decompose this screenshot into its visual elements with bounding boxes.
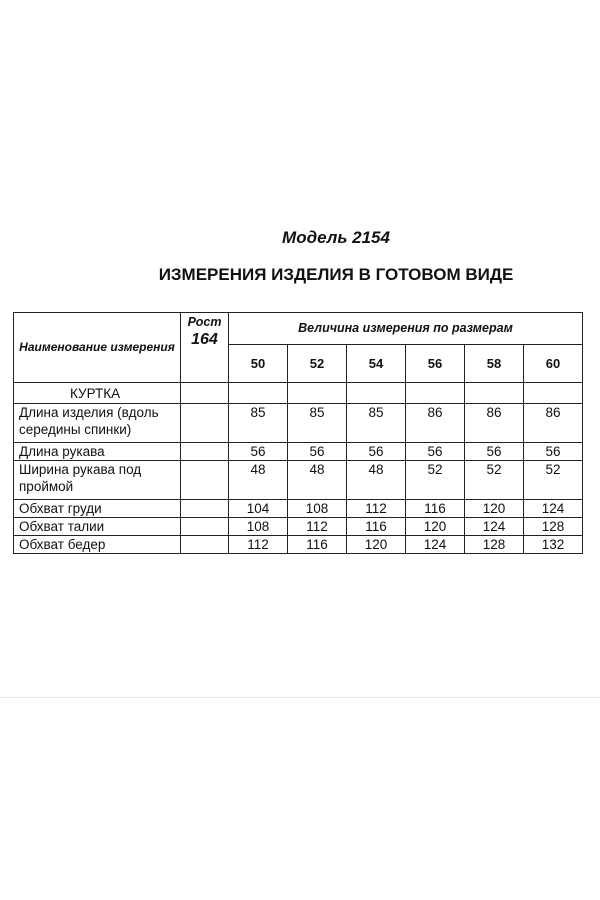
- table-row: [14, 536, 583, 554]
- measurements-table: [13, 312, 583, 554]
- value-cell: 112: [229, 536, 288, 554]
- size-cell: 56: [406, 345, 465, 383]
- size-cell: 60: [524, 345, 583, 383]
- value-cell: 108: [288, 500, 347, 518]
- measurement-label: Обхват талии: [14, 518, 181, 536]
- value-cell: 85: [347, 404, 406, 443]
- table-row: [14, 404, 583, 443]
- value-cell: 116: [406, 500, 465, 518]
- table-row: [14, 443, 583, 461]
- empty-cell: [181, 518, 229, 536]
- value-cell: 48: [288, 461, 347, 500]
- measurement-label: Обхват груди: [14, 500, 181, 518]
- value-cell: 56: [347, 443, 406, 461]
- value-cell: 128: [524, 518, 583, 536]
- value-cell: 48: [347, 461, 406, 500]
- header-row: [14, 313, 583, 345]
- value-cell: 124: [465, 518, 524, 536]
- empty-cell: [465, 383, 524, 404]
- value-cell: 124: [406, 536, 465, 554]
- empty-cell: [181, 500, 229, 518]
- page-divider: [0, 697, 600, 698]
- empty-cell: [524, 383, 583, 404]
- value-cell: 56: [229, 443, 288, 461]
- value-cell: 56: [524, 443, 583, 461]
- size-cell: 58: [465, 345, 524, 383]
- value-cell: 120: [465, 500, 524, 518]
- value-cell: 132: [524, 536, 583, 554]
- empty-cell: [181, 383, 229, 404]
- empty-cell: [229, 383, 288, 404]
- document-title: ИЗМЕРЕНИЯ ИЗДЕЛИЯ В ГОТОВОМ ВИДЕ: [158, 265, 514, 284]
- value-cell: 116: [288, 536, 347, 554]
- empty-cell: [181, 536, 229, 554]
- height-header: [181, 313, 229, 383]
- value-cell: 52: [465, 461, 524, 500]
- empty-cell: [406, 383, 465, 404]
- value-cell: 120: [406, 518, 465, 536]
- height-label: Рост: [187, 315, 222, 329]
- value-cell: 124: [524, 500, 583, 518]
- empty-cell: [347, 383, 406, 404]
- size-cell: 52: [288, 345, 347, 383]
- value-cell: 104: [229, 500, 288, 518]
- value-cell: 52: [524, 461, 583, 500]
- value-cell: 128: [465, 536, 524, 554]
- value-cell: 85: [229, 404, 288, 443]
- measurement-label: Длина изделия (вдоль середины спинки): [14, 404, 181, 443]
- value-cell: 56: [288, 443, 347, 461]
- empty-cell: [181, 443, 229, 461]
- section-label: КУРТКА: [14, 383, 181, 404]
- value-cell: 86: [465, 404, 524, 443]
- value-cell: 120: [347, 536, 406, 554]
- value-cell: 48: [229, 461, 288, 500]
- model-title: Модель 2154: [282, 228, 390, 247]
- empty-cell: [181, 461, 229, 500]
- measurement-label: Ширина рукава под проймой: [14, 461, 181, 500]
- value-cell: 86: [406, 404, 465, 443]
- table-row: [14, 461, 583, 500]
- table-row: [14, 518, 583, 536]
- value-cell: 56: [465, 443, 524, 461]
- measurement-label: Длина рукава: [14, 443, 181, 461]
- empty-cell: [181, 404, 229, 443]
- height-value: 164: [191, 331, 218, 348]
- size-cell: 54: [347, 345, 406, 383]
- value-cell: 85: [288, 404, 347, 443]
- section-row: [14, 383, 583, 404]
- value-cell: 116: [347, 518, 406, 536]
- value-cell: 56: [406, 443, 465, 461]
- empty-cell: [288, 383, 347, 404]
- size-cell: 50: [229, 345, 288, 383]
- table-row: [14, 500, 583, 518]
- value-cell: 86: [524, 404, 583, 443]
- name-header: Наименование измерения: [14, 313, 181, 383]
- sizes-header: Величина измерения по размерам: [229, 313, 583, 345]
- measurement-label: Обхват бедер: [14, 536, 181, 554]
- value-cell: 52: [406, 461, 465, 500]
- value-cell: 112: [288, 518, 347, 536]
- value-cell: 108: [229, 518, 288, 536]
- value-cell: 112: [347, 500, 406, 518]
